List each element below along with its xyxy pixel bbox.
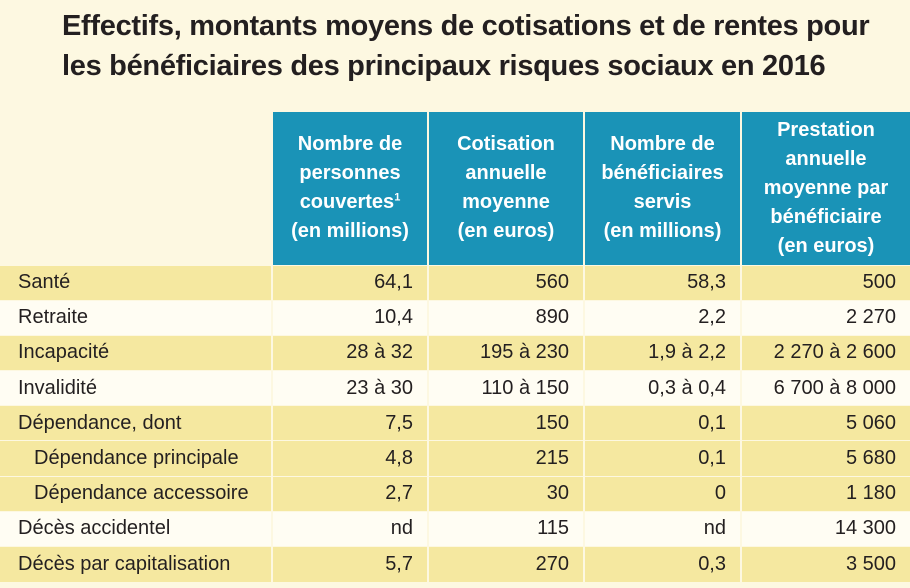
table-cell: 2,7 bbox=[272, 476, 428, 511]
row-label: Incapacité bbox=[0, 335, 272, 370]
row-label: Dépendance principale bbox=[0, 441, 272, 476]
table-cell: 2,2 bbox=[584, 300, 741, 335]
table-cell: 1,9 à 2,2 bbox=[584, 335, 741, 370]
table-row bbox=[0, 441, 910, 476]
table-cell: 0,3 bbox=[584, 547, 741, 582]
row-label: Invalidité bbox=[0, 371, 272, 406]
row-label: Décès accidentel bbox=[0, 511, 272, 546]
header-persons-covered: Nombre de personnes couvertes$^1$ (en millions) bbox=[272, 112, 428, 265]
header-average-benefit: Prestation annuelle moyenne par bénéficiaire (en euros) bbox=[741, 112, 910, 265]
table-cell: nd bbox=[584, 511, 741, 546]
table-cell: 10,4 bbox=[272, 300, 428, 335]
table-cell: 0,3 à 0,4 bbox=[584, 371, 741, 406]
table-row bbox=[0, 371, 910, 406]
table-cell: 58,3 bbox=[584, 265, 741, 300]
table-row bbox=[0, 335, 910, 370]
table-row bbox=[0, 511, 910, 546]
header-beneficiaries-served: Nombre de bénéficiaires servis (en millions) bbox=[584, 112, 741, 265]
table-cell: 7,5 bbox=[272, 406, 428, 441]
table-cell: 30 bbox=[428, 476, 584, 511]
table-cell: 500 bbox=[741, 265, 910, 300]
table-cell: 215 bbox=[428, 441, 584, 476]
table-cell: 560 bbox=[428, 265, 584, 300]
page-title bbox=[62, 6, 902, 86]
table-cell: 28 à 32 bbox=[272, 335, 428, 370]
table-cell: 4,8 bbox=[272, 441, 428, 476]
table-cell: 2 270 bbox=[741, 300, 910, 335]
table-cell: 5,7 bbox=[272, 547, 428, 582]
table-cell: 0,1 bbox=[584, 441, 741, 476]
row-label: Décès par capitalisation bbox=[0, 547, 272, 582]
header-blank-cell bbox=[0, 112, 272, 265]
table-cell: 195 à 230 bbox=[428, 335, 584, 370]
row-label: Santé bbox=[0, 265, 272, 300]
table-cell: 14 300 bbox=[741, 511, 910, 546]
table-cell: 110 à 150 bbox=[428, 371, 584, 406]
table-cell: 0 bbox=[584, 476, 741, 511]
footnote-marker: 1 bbox=[394, 191, 401, 204]
table-row bbox=[0, 476, 910, 511]
title-line-1: Effectifs, montants moyens de cotisations et de rentes pour bbox=[62, 10, 870, 42]
table-header-row bbox=[0, 112, 910, 265]
table-row bbox=[0, 265, 910, 300]
table-row bbox=[0, 547, 910, 582]
table-cell: 23 à 30 bbox=[272, 371, 428, 406]
table-cell: 890 bbox=[428, 300, 584, 335]
row-label: Dépendance, dont bbox=[0, 406, 272, 441]
row-label: Dépendance accessoire bbox=[0, 476, 272, 511]
table-cell: 1 180 bbox=[741, 476, 910, 511]
table-row bbox=[0, 300, 910, 335]
header-average-contribution: Cotisation annuelle moyenne (en euros) bbox=[428, 112, 584, 265]
table-cell: 2 270 à 2 600 bbox=[741, 335, 910, 370]
table-cell: 64,1 bbox=[272, 265, 428, 300]
data-table bbox=[0, 112, 910, 582]
table-cell: nd bbox=[272, 511, 428, 546]
table-cell: 5 680 bbox=[741, 441, 910, 476]
table-cell: 115 bbox=[428, 511, 584, 546]
table-cell: 6 700 à 8 000 bbox=[741, 371, 910, 406]
title-line-2: les bénéficiaires des principaux risques sociaux en 2016 bbox=[62, 50, 826, 82]
table-cell: 0,1 bbox=[584, 406, 741, 441]
row-label: Retraite bbox=[0, 300, 272, 335]
table-cell: 270 bbox=[428, 547, 584, 582]
table-cell: 3 500 bbox=[741, 547, 910, 582]
table-cell: 150 bbox=[428, 406, 584, 441]
table-cell: 5 060 bbox=[741, 406, 910, 441]
table-row bbox=[0, 406, 910, 441]
